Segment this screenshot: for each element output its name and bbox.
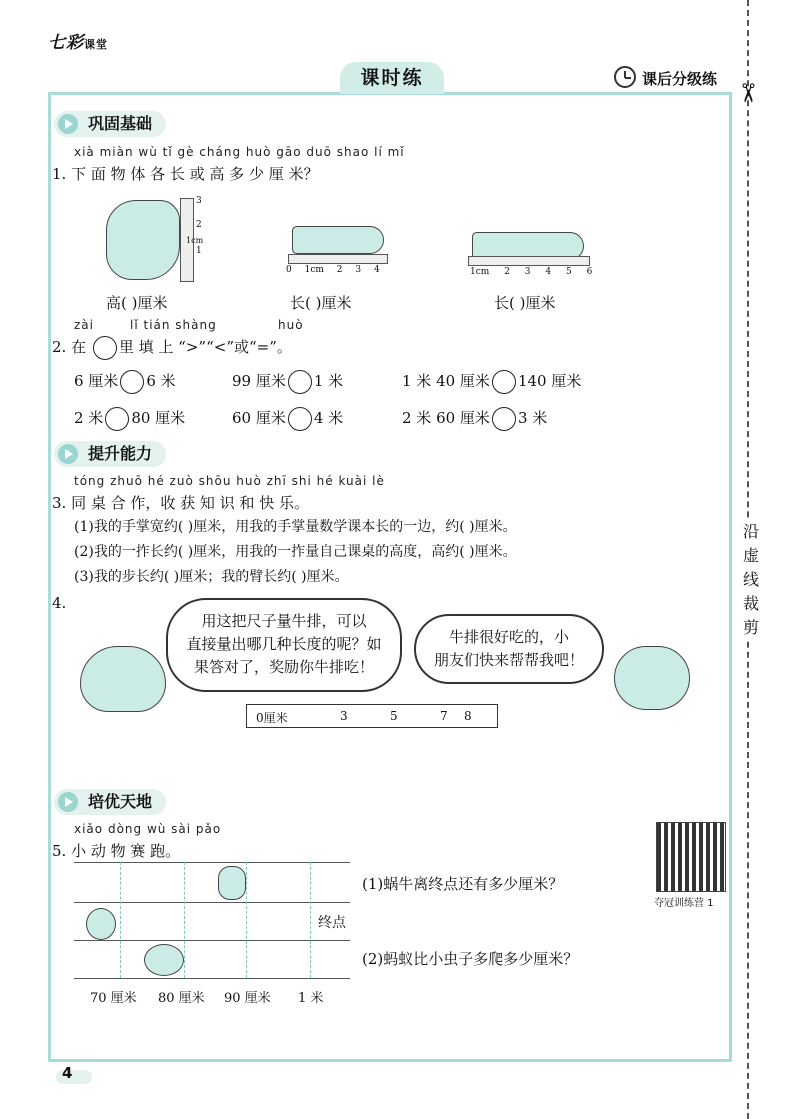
q2-item-5: 60 厘米 4 米 [232,407,343,431]
q1-text: 1. 下 面 物 体 各 长 或 高 多 少 厘 米？ [52,165,319,183]
speech-bubble-right: 牛排很好吃的，小 朋友们快来帮帮我吧！ [414,614,604,684]
q2-item-2: 99 厘米 1 米 [232,370,343,394]
q5-sub-1: (1)蜗牛离终点还有多少厘米？ [362,875,564,893]
qr-caption: 夺冠训练营 1 [654,898,714,909]
ant-illustration [218,866,246,900]
cut-label: 沿 虚 线 裁 剪 [740,520,762,640]
q1-answer-3[interactable]: 长( )厘米 [494,294,556,312]
q3-pinyin: tóng zhuō hé zuò shōu huò zhī shi hé kuài lè [74,474,385,488]
q5-pinyin: xiǎo dòng wù sài pǎo [74,822,222,836]
play-icon [58,792,78,812]
q1-answer-1[interactable]: 高( )厘米 [106,294,168,312]
q1-answer-2[interactable]: 长( )厘米 [290,294,352,312]
brand-logo: 七彩课堂 [48,33,108,53]
q5-text: 5. 小 动 物 赛 跑。 [52,842,181,860]
scissors-icon: ✂ [731,82,762,104]
page-number: 4 [62,1064,73,1082]
play-icon [58,444,78,464]
horizontal-ruler-3 [468,256,590,266]
q1-pinyin: xià miàn wù tǐ gè cháng huò gāo duō shao lí mǐ [74,145,405,159]
elephant-illustration [80,646,166,712]
section-improve: 提升能力 [54,441,166,467]
compare-circle[interactable] [120,370,144,394]
compare-circle[interactable] [492,370,516,394]
q5-sub-2: (2)蚂蚁比小虫子多爬多少厘米？ [362,950,579,968]
pen-object [292,226,384,254]
q2-item-1: 6 厘米 6 米 [74,370,176,394]
bug-illustration [86,908,116,940]
section-advanced: 培优天地 [54,789,166,815]
qr-code[interactable] [656,822,726,892]
q2-item-4: 2 米 80 厘米 [74,407,185,431]
clock-icon [614,66,636,88]
q2-item-3: 1 米 40 厘米 140 厘米 [402,370,581,394]
snail-illustration [144,944,184,976]
q2-text: 2. 在 里 填 上 “>”“<”或“=”。 [52,336,292,360]
puppy-illustration [614,646,690,710]
play-icon [58,114,78,134]
q3-line-3[interactable]: (3)我的步长约( )厘米；我的臂长约( )厘米。 [74,569,349,585]
page-title: 课时练 [340,62,444,94]
eraser-object [106,200,180,280]
compare-circle[interactable] [288,407,312,431]
q3-text: 3. 同 桌 合 作，收 获 知 识 和 快 乐。 [52,494,309,512]
q3-line-1[interactable]: (1)我的手掌宽约( )厘米，用我的手掌量数学课本长的一边，约( )厘米。 [74,519,517,535]
horizontal-ruler-2 [288,254,388,264]
circle-placeholder [93,336,117,360]
speech-bubble-left: 用这把尺子量牛排，可以 直接量出哪几种长度的呢？如 果答对了，奖励你牛排吃！ [166,598,402,692]
q3-line-2[interactable]: (2)我的一拃长约( )厘米，用我的一拃量自己课桌的高度，高约( )厘米。 [74,544,517,560]
compare-circle[interactable] [492,407,516,431]
q2-item-6: 2 米 60 厘米 3 米 [402,407,547,431]
finish-label: 终点 [318,915,346,931]
header-right-label: 课后分级练 [642,70,718,88]
compare-circle[interactable] [105,407,129,431]
compare-circle[interactable] [288,370,312,394]
q4-number: 4. [52,594,67,612]
section-basic: 巩固基础 [54,111,166,137]
